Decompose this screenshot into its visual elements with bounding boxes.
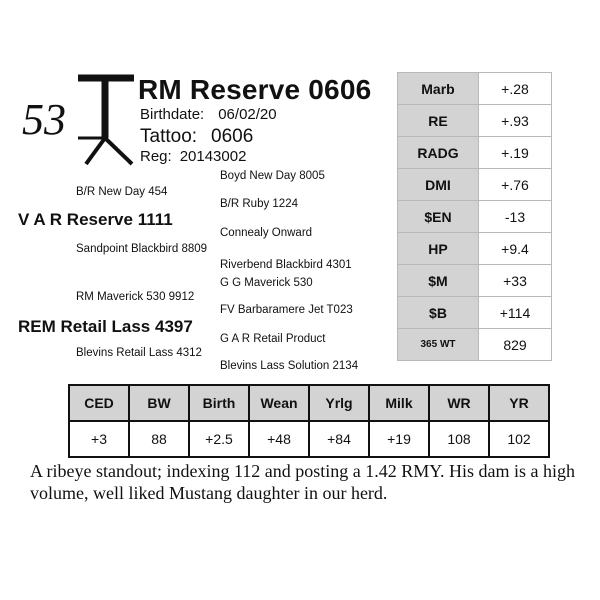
epd-cell: 102 — [489, 421, 549, 457]
epd-header: CED — [69, 385, 129, 421]
epd-row — [398, 265, 552, 297]
pedigree-sire: V A R Reserve 1111 — [18, 210, 173, 229]
epd-row — [398, 105, 552, 137]
reg-value: 20143002 — [179, 148, 247, 165]
pedigree-dam-dam-sire: G A R Retail Product — [220, 333, 326, 345]
epd-value: +9.4 — [479, 233, 552, 265]
pedigree-dam-sire-sire: G G Maverick 530 — [220, 277, 313, 289]
epd-row — [398, 201, 552, 233]
epd-header: Wean — [249, 385, 309, 421]
epd-value: +.93 — [479, 105, 552, 137]
animal-name: RM Reserve 0606 — [138, 74, 372, 105]
birthdate-row — [140, 106, 277, 123]
epd-header: Yrlg — [309, 385, 369, 421]
epd-label: $EN — [398, 201, 479, 233]
epd-cell: +19 — [369, 421, 429, 457]
epd-label: RADG — [398, 137, 479, 169]
pedigree-dam-sire-dam: FV Barbaramere Jet T023 — [220, 304, 353, 316]
epd-label: DMI — [398, 169, 479, 201]
pedigree-dam-sire: RM Maverick 530 9912 — [76, 291, 195, 303]
tattoo-row — [140, 126, 253, 148]
epd-value: +.28 — [479, 73, 552, 105]
ty-brand-icon — [72, 72, 142, 172]
epd-cell: +48 — [249, 421, 309, 457]
epd-value: +114 — [479, 297, 552, 329]
pedigree-sire-sire: B/R New Day 454 — [76, 186, 168, 198]
bottom-epd-table — [68, 384, 550, 458]
epd-value-row — [69, 421, 549, 457]
epd-value: +.19 — [479, 137, 552, 169]
epd-value: +.76 — [479, 169, 552, 201]
epd-value: -13 — [479, 201, 552, 233]
epd-header: BW — [129, 385, 189, 421]
epd-cell: +3 — [69, 421, 129, 457]
epd-row — [398, 169, 552, 201]
epd-row — [398, 233, 552, 265]
epd-cell: +2.5 — [189, 421, 249, 457]
epd-header-row — [69, 385, 549, 421]
epd-label: 365 WT — [398, 329, 479, 361]
pedigree-dam-dam-dam: Blevins Lass Solution 2134 — [220, 360, 359, 372]
epd-label: RE — [398, 105, 479, 137]
epd-row — [398, 73, 552, 105]
epd-label: Marb — [398, 73, 479, 105]
epd-cell: +84 — [309, 421, 369, 457]
epd-header: Milk — [369, 385, 429, 421]
lot-description: A ribeye standout; indexing 112 and posting a 1.42 RMY. His dam is a high volume, well liked Mustang daughter in our herd. — [30, 461, 575, 503]
pedigree-dam: REM Retail Lass 4397 — [18, 317, 193, 336]
epd-header: YR — [489, 385, 549, 421]
pedigree-dam-dam: Blevins Retail Lass 4312 — [76, 347, 202, 359]
reg-label: Reg: — [140, 148, 172, 165]
registration-row — [140, 148, 246, 165]
epd-label: HP — [398, 233, 479, 265]
epd-row — [398, 137, 552, 169]
pedigree-sire-sire-sire: Boyd New Day 8005 — [220, 170, 325, 182]
epd-cell: 88 — [129, 421, 189, 457]
epd-value: +33 — [479, 265, 552, 297]
pedigree-sire-dam-sire: Connealy Onward — [220, 227, 313, 239]
epd-label: $B — [398, 297, 479, 329]
epd-header: WR — [429, 385, 489, 421]
birthdate-value: 06/02/20 — [218, 106, 277, 123]
epd-header: Birth — [189, 385, 249, 421]
pedigree-sire-dam: Sandpoint Blackbird 8809 — [76, 243, 208, 255]
epd-row — [398, 329, 552, 361]
birthdate-label: Birthdate: — [140, 106, 205, 123]
pedigree-sire-sire-dam: B/R Ruby 1224 — [220, 198, 298, 210]
lot-number: 53 — [22, 95, 66, 144]
tattoo-value: 0606 — [211, 126, 254, 147]
epd-value: 829 — [479, 329, 552, 361]
epd-label: $M — [398, 265, 479, 297]
epd-cell: 108 — [429, 421, 489, 457]
epd-row — [398, 297, 552, 329]
side-epd-table — [397, 72, 552, 361]
tattoo-label: Tattoo: — [140, 126, 198, 147]
pedigree-sire-dam-dam: Riverbend Blackbird 4301 — [220, 259, 352, 271]
